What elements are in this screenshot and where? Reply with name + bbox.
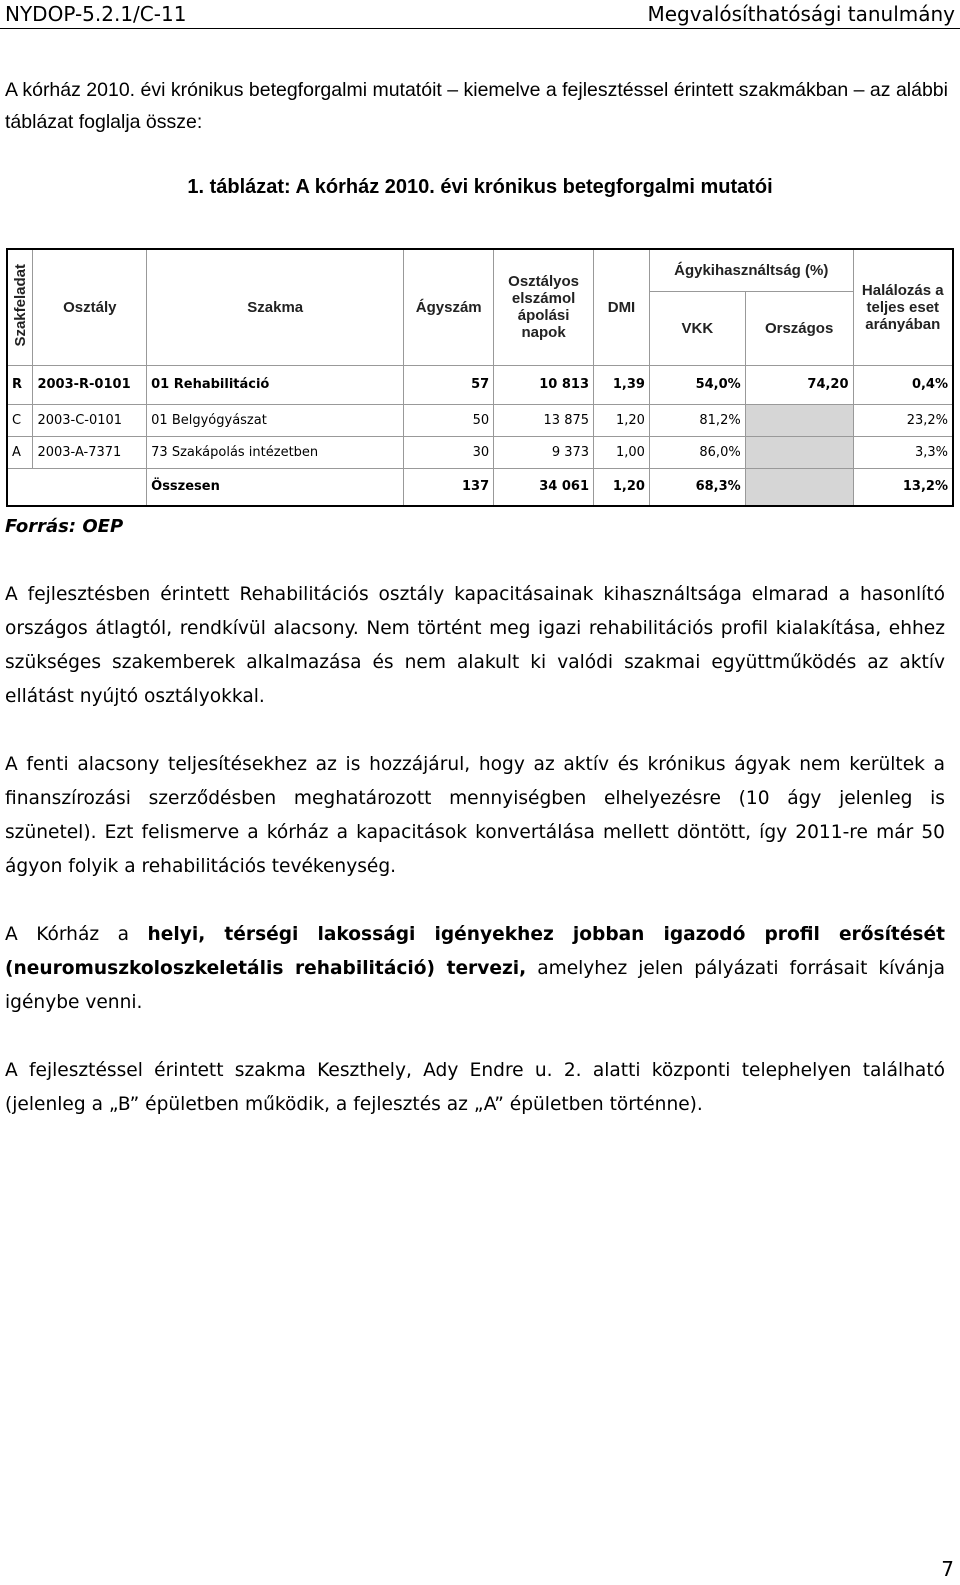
page-header [0, 0, 960, 29]
empty-cell [745, 436, 853, 468]
header-halalozas: Halálozás a teljes eset arányában [853, 249, 953, 365]
document-type: Megvalósíthatósági tanulmány [647, 2, 955, 26]
empty-cell [745, 404, 853, 436]
header-szakma: Szakma [147, 249, 404, 365]
source-note: Forrás: OEP [5, 516, 124, 537]
intro-paragraph: A kórház 2010. évi krónikus betegforgalmi mutatóit – kiemelve a fejlesztéssel érintett szakmákban – az alábbi táblázat foglalja össze: [5, 79, 948, 133]
header-orszagos: Országos [745, 291, 853, 365]
paragraph-1: A fejlesztésben érintett Rehabilitációs osztály kapacitásainak kihasználtsága elmarad a hasonlító országos átlagtól, rendkívül alacsony. Nem történt meg igazi rehabilitációs profil kialakítása, ehhez szükséges szakemberek alkalmazása és nem alakult ki valódi szakmai együttműködés az aktív ellátást nyújtó osztályokkal. [5, 584, 945, 707]
empty-cell [745, 468, 853, 506]
header-szakfeladat: Szakfeladat [7, 249, 33, 365]
statistics-table [6, 248, 954, 507]
paragraph-3: A Kórház a helyi, térségi lakossági igényekhez jobban igazodó profil erősítését (neuromuszkoloszkeletális rehabilitáció) tervezi, amelyhez jelen pályázati forrásait kívánja igénybe venni. [5, 924, 946, 1013]
header-osztaly: Osztály [33, 249, 147, 365]
header-napok: Osztályos elszámol ápolási napok [494, 249, 594, 365]
table-caption: 1. táblázat: A kórház 2010. évi krónikus betegforgalmi mutatói [187, 176, 773, 198]
document-id: NYDOP-5.2.1/C-11 [5, 2, 187, 26]
table-row: A 2003-A-7371 73 Szakápolás intézetben 30 9 373 1,00 86,0% 3,3% [7, 436, 953, 468]
page-number: 7 [941, 1557, 954, 1581]
header-dmi: DMI [594, 249, 650, 365]
table-row: C 2003-C-0101 01 Belgyógyászat 50 13 875 1,20 81,2% 23,2% [7, 404, 953, 436]
header-vkk: VKK [649, 291, 745, 365]
total-row: Összesen 137 34 061 1,20 68,3% 13,2% [7, 468, 953, 506]
header-agykihasznaltsag: Ágykihasználtság (%) [649, 249, 853, 291]
paragraph-4: A fejlesztéssel érintett szakma Keszthely, Ady Endre u. 2. alatti központi telephelyen található (jelenleg a „B” épületben működik, a fejlesztés az „A” épületben történne). [5, 1060, 945, 1115]
table-row: R 2003-R-0101 01 Rehabilitáció 57 10 813 1,39 54,0% 74,20 0,4% [7, 365, 953, 404]
header-agyszam: Ágyszám [404, 249, 494, 365]
paragraph-2: A fenti alacsony teljesítésekhez az is hozzájárul, hogy az aktív és krónikus ágyak nem kerültek a finanszírozási szerződésben meghatározott mennyiségben elhelyezésre (10 ágy jelenleg is szünetel). Ezt felismerve a kórház a kapacitások konvertálása mellett döntött, így 2011-re már 50 ágyon folyik a rehabilitációs tevékenység. [5, 754, 945, 877]
